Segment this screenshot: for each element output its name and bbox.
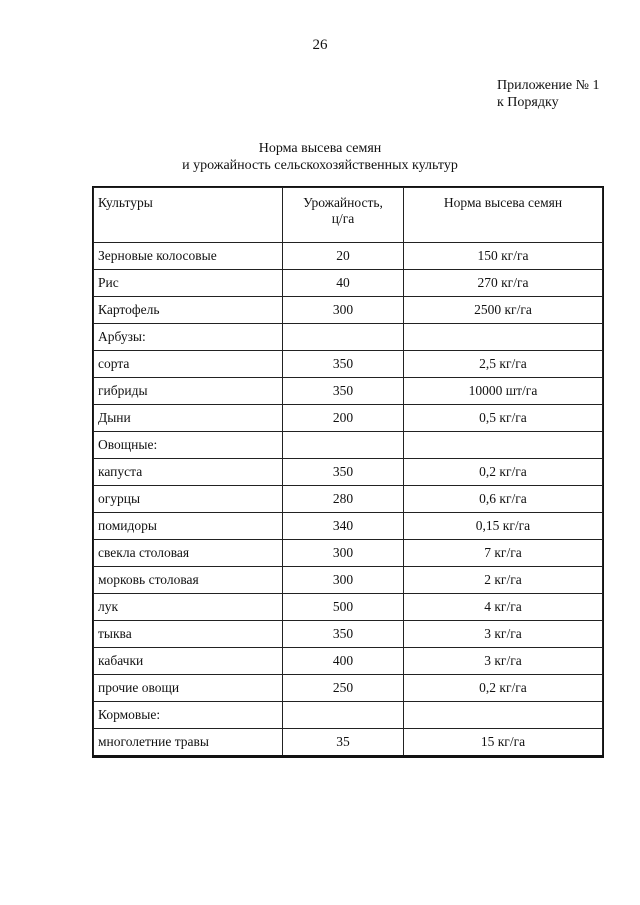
cell-seed-norm: 0,2 кг/га xyxy=(404,675,603,702)
cell-crop: огурцы xyxy=(94,486,283,513)
header-crops-label: Культуры xyxy=(98,195,153,210)
cell-seed-norm: 0,5 кг/га xyxy=(404,405,603,432)
cell-yield: 350 xyxy=(283,351,404,378)
table-row xyxy=(94,702,603,729)
cell-yield xyxy=(283,324,404,351)
cell-crop: многолетние травы xyxy=(94,729,283,757)
table-row xyxy=(94,513,603,540)
cell-seed-norm xyxy=(404,324,603,351)
title-line-2: и урожайность сельскохозяйственных культур xyxy=(182,158,458,173)
header-seed-norm-label: Норма высева семян xyxy=(443,195,563,210)
table-row xyxy=(94,243,603,270)
cell-crop: прочие овощи xyxy=(94,675,283,702)
table-body xyxy=(94,243,603,757)
table-row xyxy=(94,405,603,432)
cell-crop: Зерновые колосовые xyxy=(94,243,283,270)
header-yield xyxy=(283,188,404,243)
cell-seed-norm: 270 кг/га xyxy=(404,270,603,297)
cell-seed-norm: 2 кг/га xyxy=(404,567,603,594)
cell-seed-norm: 2,5 кг/га xyxy=(404,351,603,378)
cell-yield: 350 xyxy=(283,621,404,648)
cell-crop: тыква xyxy=(94,621,283,648)
cell-seed-norm: 0,2 кг/га xyxy=(404,459,603,486)
table-row xyxy=(94,270,603,297)
table-row xyxy=(94,351,603,378)
cell-seed-norm: 150 кг/га xyxy=(404,243,603,270)
table-row xyxy=(94,648,603,675)
cell-crop: Дыни xyxy=(94,405,283,432)
cell-crop: капуста xyxy=(94,459,283,486)
cell-yield xyxy=(283,702,404,729)
cell-crop: Картофель xyxy=(94,297,283,324)
cell-crop: лук xyxy=(94,594,283,621)
cell-crop: помидоры xyxy=(94,513,283,540)
table-row xyxy=(94,729,603,757)
table-row xyxy=(94,432,603,459)
seed-rate-table xyxy=(93,187,603,757)
title-line-1: Норма высева семян xyxy=(258,141,382,156)
header-yield-line-2: ц/га xyxy=(331,211,355,226)
cell-yield: 300 xyxy=(283,297,404,324)
table-row xyxy=(94,459,603,486)
cell-yield: 40 xyxy=(283,270,404,297)
cell-seed-norm: 3 кг/га xyxy=(404,648,603,675)
cell-seed-norm: 4 кг/га xyxy=(404,594,603,621)
cell-yield: 35 xyxy=(283,729,404,757)
cell-yield: 500 xyxy=(283,594,404,621)
cell-seed-norm: 10000 шт/га xyxy=(404,378,603,405)
cell-seed-norm: 2500 кг/га xyxy=(404,297,603,324)
table-header-row xyxy=(94,188,603,243)
cell-seed-norm: 15 кг/га xyxy=(404,729,603,757)
cell-crop: Рис xyxy=(94,270,283,297)
cell-crop: Кормовые: xyxy=(94,702,283,729)
cell-seed-norm xyxy=(404,702,603,729)
cell-crop: свекла столовая xyxy=(94,540,283,567)
table-row xyxy=(94,675,603,702)
cell-crop: Овощные: xyxy=(94,432,283,459)
cell-seed-norm: 0,15 кг/га xyxy=(404,513,603,540)
cell-yield: 280 xyxy=(283,486,404,513)
cell-crop: гибриды xyxy=(94,378,283,405)
cell-yield: 20 xyxy=(283,243,404,270)
cell-yield: 250 xyxy=(283,675,404,702)
cell-crop: морковь столовая xyxy=(94,567,283,594)
header-yield-line-1: Урожайность, xyxy=(303,195,383,210)
table-row xyxy=(94,378,603,405)
table-row xyxy=(94,594,603,621)
cell-crop: Арбузы: xyxy=(94,324,283,351)
cell-crop: сорта xyxy=(94,351,283,378)
cell-yield: 400 xyxy=(283,648,404,675)
table-row xyxy=(94,621,603,648)
cell-seed-norm: 3 кг/га xyxy=(404,621,603,648)
header-seed-norm xyxy=(404,188,603,243)
appendix-line-2: к Порядку xyxy=(497,95,559,110)
cell-yield: 350 xyxy=(283,378,404,405)
table-row xyxy=(94,297,603,324)
table-row xyxy=(94,324,603,351)
appendix-line-1: Приложение № 1 xyxy=(497,78,600,93)
document-title xyxy=(0,140,640,174)
cell-yield: 300 xyxy=(283,540,404,567)
cell-seed-norm xyxy=(404,432,603,459)
cell-seed-norm: 7 кг/га xyxy=(404,540,603,567)
header-crops xyxy=(94,188,283,243)
cell-yield: 340 xyxy=(283,513,404,540)
table-row xyxy=(94,540,603,567)
appendix-reference xyxy=(497,77,600,111)
cell-yield: 200 xyxy=(283,405,404,432)
page-number: 26 xyxy=(312,37,328,53)
table-row xyxy=(94,567,603,594)
cell-yield xyxy=(283,432,404,459)
cell-yield: 350 xyxy=(283,459,404,486)
cell-yield: 300 xyxy=(283,567,404,594)
cell-seed-norm: 0,6 кг/га xyxy=(404,486,603,513)
table-row xyxy=(94,486,603,513)
cell-crop: кабачки xyxy=(94,648,283,675)
